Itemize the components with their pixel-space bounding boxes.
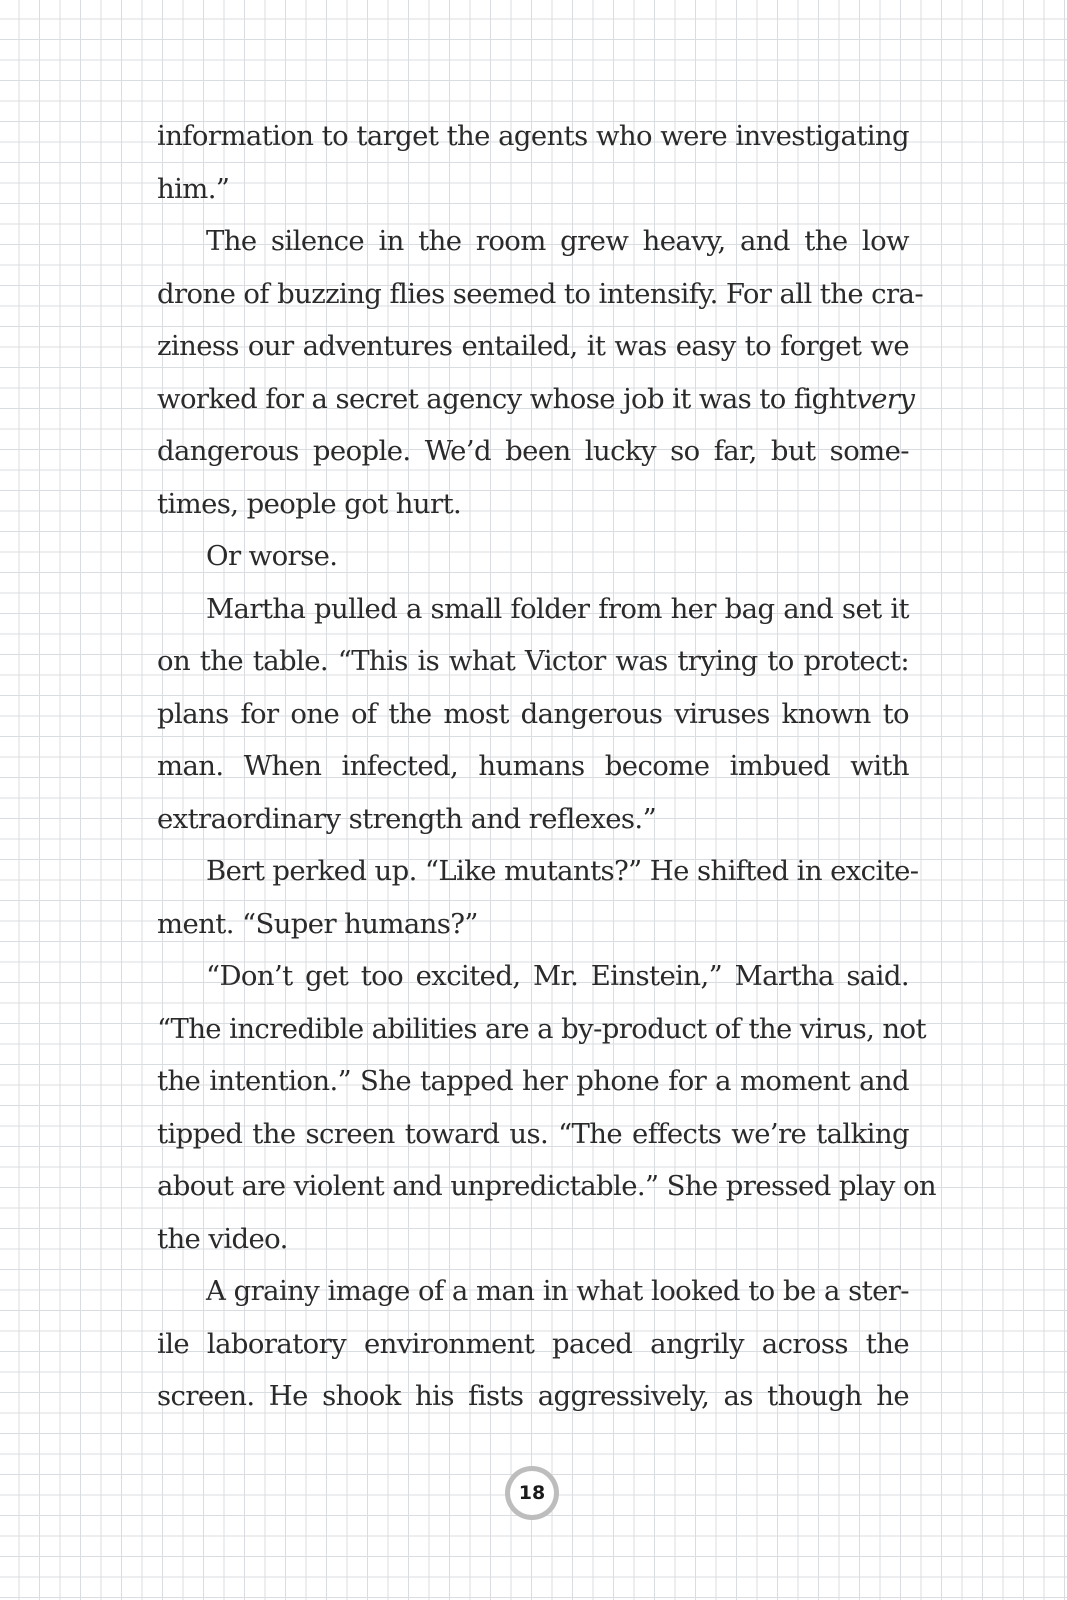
text-line: [157, 373, 915, 426]
text-line: Martha pulled a small folder from her bag and set it: [206, 592, 909, 625]
text-line: dangerous people. We’d been lucky so far, but some-: [157, 435, 909, 467]
text-line: tipped the screen toward us. “The effects we’re talking: [157, 1117, 909, 1150]
text-line: drone of buzzing flies seemed to intensify. For all the cra-: [157, 277, 924, 310]
text-line: the intention.” She tapped her phone for a moment and: [157, 1065, 909, 1097]
text-line: ziness our adventures entailed, it was easy to forget we: [157, 330, 909, 362]
text-line: ile laboratory environment paced angrily across the: [157, 1327, 909, 1360]
page-number: 18: [510, 1471, 554, 1515]
text-line: the video.: [157, 1222, 288, 1255]
text-line: Bert perked up. “Like mutants?” He shifted in excite-: [206, 855, 919, 887]
body-text: [157, 110, 937, 1423]
text-line: about are violent and unpredictable.” She pressed play on: [157, 1170, 937, 1202]
text-line: Or worse.: [206, 540, 338, 572]
page-number-badge: [505, 1466, 559, 1520]
text-line: information to target the agents who were investigating: [157, 120, 909, 152]
text-line: man. When infected, humans become imbued with: [157, 750, 909, 782]
text-line: “The incredible abilities are a by-product of the virus, not: [157, 1012, 926, 1045]
text-line: ment. “Super humans?”: [157, 907, 478, 940]
emphasized-word: very: [856, 382, 915, 415]
text-line: plans for one of the most dangerous viruses known to: [157, 697, 909, 730]
text-line: extraordinary strength and reflexes.”: [157, 802, 657, 835]
text-line: times, people got hurt.: [157, 487, 462, 520]
text-line: him.”: [157, 172, 230, 205]
text-line: A grainy image of a man in what looked to be a ster-: [206, 1275, 909, 1307]
text-line-segment: worked for a secret agency whose job it was to fight: [157, 382, 857, 415]
text-line: The silence in the room grew heavy, and the low: [206, 225, 909, 257]
text-line: “Don’t get too excited, Mr. Einstein,” Martha said.: [206, 960, 909, 992]
text-line: screen. He shook his fists aggressively, as though he: [157, 1380, 909, 1412]
text-line: on the table. “This is what Victor was trying to protect:: [157, 645, 909, 677]
